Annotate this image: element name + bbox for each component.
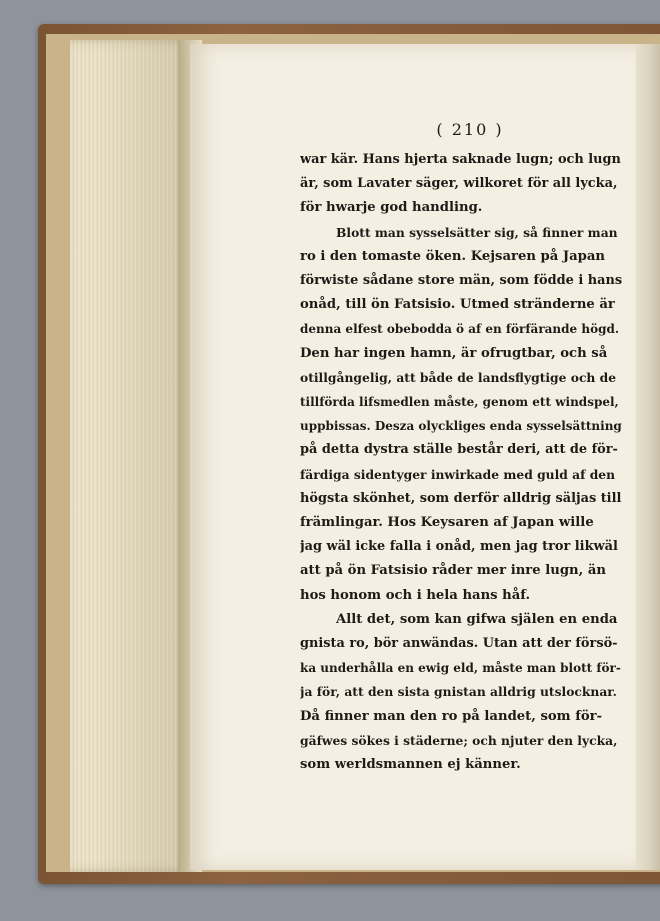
- text-line: förwiste sådane store män, som födde i hans: [300, 273, 622, 289]
- text-line: hos honom och i hela hans håf.: [300, 587, 531, 603]
- right-page-edge: [636, 44, 660, 870]
- text-line: war kär. Hans hjerta saknade lugn; och lugn: [300, 152, 621, 167]
- page-number: ( 210 ): [436, 120, 504, 139]
- text-line: otillgångelig, att både de landsflygtige och de: [300, 369, 617, 385]
- text-line: tillförda lifsmedlen måste, genom ett windspel,: [300, 395, 619, 410]
- text-line: som werldsmannen ej känner.: [300, 757, 521, 773]
- text-line: på detta dystra ställe består deri, att de för-: [300, 442, 618, 458]
- text-line: ja för, att den sista gnistan alldrig utslocknar.: [300, 684, 617, 700]
- text-line: ro i den tomaste öken. Kejsaren på Japan: [300, 248, 606, 264]
- text-line: främlingar. Hos Keysaren af Japan wille: [300, 515, 594, 531]
- text-line: högsta skönhet, som derför alldrig säljas till: [300, 490, 622, 506]
- text-line: för hwarje god handling.: [300, 200, 483, 216]
- text-line: färdiga sidentyger inwirkade med guld af den: [300, 466, 616, 482]
- text-line: ka underhålla en ewig eld, måste man blott för-: [300, 661, 621, 676]
- text-line: gnista ro, bör anwändas. Utan att der försö-: [300, 636, 618, 652]
- text-line: denna elfest obebodda ö af en förfärande högd.: [300, 322, 620, 337]
- text-line: Allt det, som kan gifwa själen en enda: [336, 611, 618, 627]
- text-line: Den har ingen hamn, är ofrugtbar, och så: [300, 345, 608, 361]
- text-line: är, som Lavater säger, wilkoret för all lycka,: [300, 176, 618, 192]
- text-line: Då finner man den ro på landet, som för-: [300, 708, 603, 724]
- text-line: att på ön Fatsisio råder mer inre lugn, än: [300, 563, 606, 579]
- page-text: [300, 148, 622, 777]
- text-line: jag wäl icke falla i onåd, men jag tror likwäl: [300, 539, 618, 555]
- text-line: uppbissas. Desza olyckliges enda sysselsättning: [300, 419, 622, 434]
- page-stack-shadow: [96, 40, 186, 872]
- text-line: Blott man sysselsätter sig, så finner man: [336, 224, 618, 240]
- text-line: onåd, till ön Fatsisio. Utmed stränderne är: [300, 297, 615, 313]
- text-line: gäfwes sökes i städerne; och njuter den lycka,: [300, 732, 618, 748]
